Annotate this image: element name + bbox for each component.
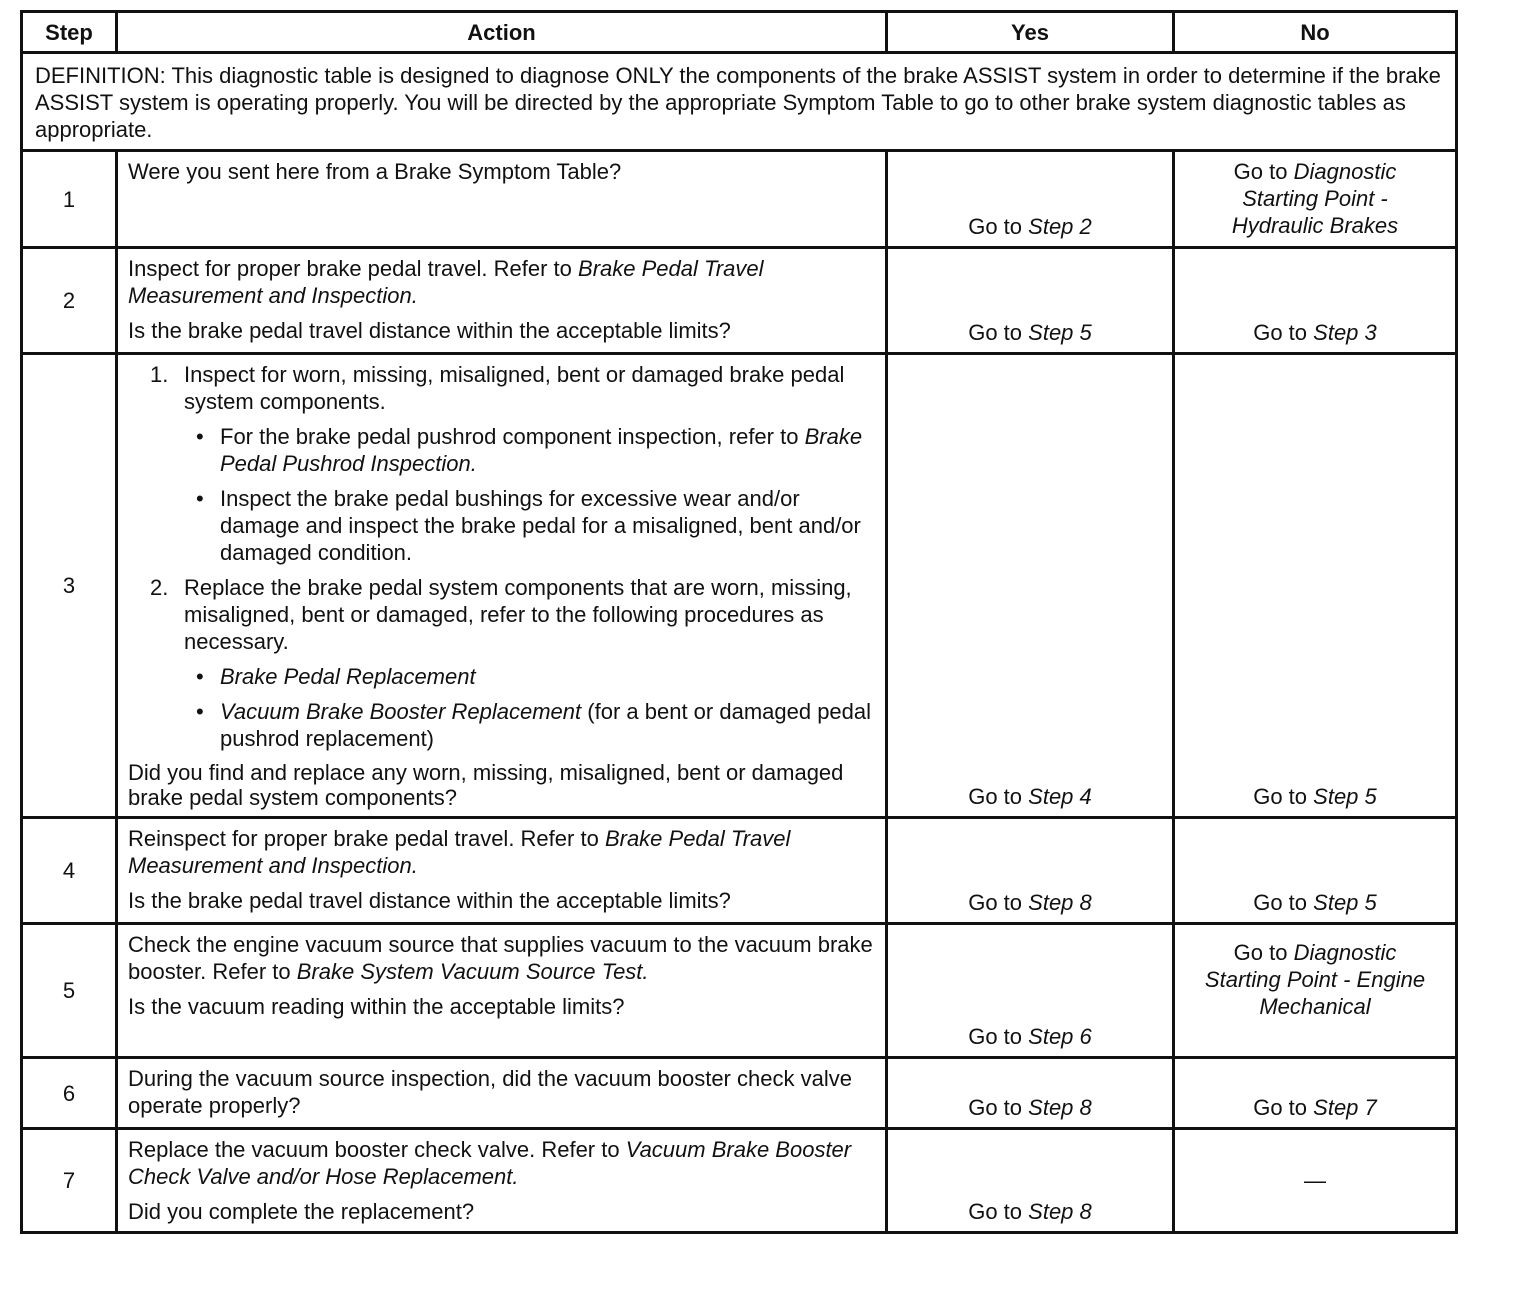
yes-cell [887, 924, 1174, 1058]
yes-cell [887, 1058, 1174, 1129]
step-number: 2 [22, 248, 117, 354]
yes-cell [887, 248, 1174, 354]
goto-step: Step 5 [1028, 320, 1092, 345]
yes-cell [887, 151, 1174, 248]
no-cell [1174, 1058, 1457, 1129]
bullet-list [184, 423, 875, 566]
goto-step: Step 2 [1028, 214, 1092, 239]
goto-step: Step 6 [1028, 1024, 1092, 1049]
goto-label: Go to [1233, 940, 1288, 965]
yes-cell [887, 354, 1174, 818]
list-item-text: Replace the brake pedal system components that are worn, missing, misaligned, bent or damaged, refer to the following procedures as necessary. [184, 575, 852, 654]
goto-ref: Starting Point - Engine [1204, 967, 1426, 992]
instruction-text [128, 931, 875, 985]
goto-label: Go to [968, 1095, 1023, 1120]
no-cell: — [1174, 1129, 1457, 1233]
yes-cell [887, 1129, 1174, 1233]
procedure-ref: Brake Pedal Pushrod Inspection. [220, 424, 863, 476]
procedure-list [128, 361, 875, 752]
instruction: Check the engine vacuum source that supplies vacuum to the vacuum brake booster. Refer to [128, 932, 873, 984]
goto-step: Step 8 [1028, 1095, 1092, 1120]
table-row [22, 1058, 1457, 1129]
table-row [22, 818, 1457, 924]
list-item-text: Inspect for worn, missing, misaligned, bent or damaged brake pedal system components. [184, 362, 845, 414]
procedure-ref: Vacuum Brake Booster Check Valve and/or Hose Replacement. [128, 1137, 852, 1189]
procedure-ref: Vacuum Brake Booster Replacement [220, 699, 582, 724]
goto-step: Step 8 [1028, 890, 1092, 915]
no-cell [1174, 248, 1457, 354]
goto-label: Go to [968, 320, 1023, 345]
question-text: Is the brake pedal travel distance within the acceptable limits? [128, 318, 731, 343]
goto-step: Step 4 [1028, 784, 1092, 809]
goto-ref: Diagnostic [1293, 159, 1397, 184]
question-text: Is the brake pedal travel distance within the acceptable limits? [128, 888, 731, 913]
header-action: Action [117, 12, 887, 53]
table-row [22, 1129, 1457, 1233]
list-item: • Inspect the brake pedal bushings for excessive wear and/or damage and inspect the brake pedal for a misaligned, bent and/or damaged condition. [196, 486, 861, 565]
goto-label: Go to [1233, 159, 1288, 184]
list-item-text: Inspect the brake pedal bushings for excessive wear and/or damage and inspect the brake pedal for a misaligned, bent and/or damaged condition. [220, 486, 861, 565]
list-item: • For the brake pedal pushrod component inspection, refer to Brake Pedal Pushrod Inspection. [196, 424, 863, 476]
table-row [22, 924, 1457, 1058]
instruction: Inspect for proper brake pedal travel. Refer to [128, 256, 572, 281]
goto-label: Go to [968, 784, 1023, 809]
no-cell [1174, 151, 1457, 248]
list-item-text: (for a bent or damaged pedal pushrod replacement) [220, 699, 872, 751]
no-cell [1174, 354, 1457, 818]
procedure-ref: Brake Pedal Travel Measurement and Inspection. [128, 826, 791, 878]
goto-ref: Diagnostic [1293, 940, 1397, 965]
goto-step: Step 5 [1313, 784, 1377, 809]
instruction: Reinspect for proper brake pedal travel. Refer to [128, 826, 599, 851]
question-text: Did you find and replace any worn, missing, misaligned, bent or damaged brake pedal system components? [128, 760, 844, 810]
no-cell [1174, 818, 1457, 924]
bullet-list [184, 663, 875, 752]
question-text: Is the vacuum reading within the acceptable limits? [128, 994, 625, 1019]
procedure-ref: Brake System Vacuum Source Test. [296, 959, 649, 984]
goto-step: Step 5 [1313, 890, 1377, 915]
action-cell [117, 924, 887, 1058]
goto-ref: Hydraulic Brakes [1231, 213, 1399, 238]
goto-label: Go to [1253, 320, 1308, 345]
procedure-ref: Brake Pedal Replacement [220, 664, 476, 689]
action-cell [117, 1058, 887, 1129]
list-item: • Vacuum Brake Booster Replacement (for a bent or damaged pedal pushrod replacement) [196, 699, 872, 751]
action-cell [117, 151, 887, 248]
list-item: • Brake Pedal Replacement [196, 664, 476, 689]
goto-label: Go to [968, 1024, 1023, 1049]
table-row [22, 151, 1457, 248]
list-item-text: For the brake pedal pushrod component inspection, refer to [220, 424, 799, 449]
question-text: Did you complete the replacement? [128, 1199, 475, 1224]
header-yes: Yes [887, 12, 1174, 53]
goto-label: Go to [968, 1199, 1023, 1224]
action-cell [117, 354, 887, 818]
step-number: 1 [22, 151, 117, 248]
header-no: No [1174, 12, 1457, 53]
goto-step: Step 7 [1313, 1095, 1377, 1120]
no-cell [1174, 924, 1457, 1058]
table-row [22, 248, 1457, 354]
list-item: 1. Inspect for worn, missing, misaligned, bent or damaged brake pedal system components. • For the brake pedal pushrod component inspection, refer to Brake Pedal Pushrod Inspection. • Inspect the brake pedal bushings for excessive wear and/or damage and inspect the brake pedal for a misaligned, bent and/or damaged condition. [128, 361, 875, 566]
diagnostic-table [20, 10, 1458, 1234]
goto-step: Step 8 [1028, 1199, 1092, 1224]
instruction-text [128, 255, 875, 309]
goto-label: Go to [1253, 1095, 1308, 1120]
goto-label: Go to [1253, 890, 1308, 915]
goto-label: Go to [1253, 784, 1308, 809]
action-cell [117, 818, 887, 924]
header-step: Step [22, 12, 117, 53]
goto-ref: Mechanical [1259, 994, 1371, 1019]
step-number: 3 [22, 354, 117, 818]
step-number: 7 [22, 1129, 117, 1233]
instruction-text [128, 825, 875, 879]
definition-text: DEFINITION: This diagnostic table is designed to diagnose ONLY the components of the brake ASSIST system in order to determine if the brake ASSIST system is operating properly. You will be directed by the appropriate Symptom Table to go to other brake system diagnostic tables as appropriate. [22, 53, 1457, 151]
goto-step: Step 3 [1313, 320, 1377, 345]
instruction: Replace the vacuum booster check valve. Refer to [128, 1137, 620, 1162]
instruction-text [128, 1136, 875, 1190]
yes-cell [887, 818, 1174, 924]
step-number: 4 [22, 818, 117, 924]
action-cell [117, 248, 887, 354]
question-text: During the vacuum source inspection, did the vacuum booster check valve operate properly? [128, 1066, 852, 1118]
step-number: 5 [22, 924, 117, 1058]
question-text: Were you sent here from a Brake Symptom Table? [128, 159, 622, 184]
header-row [22, 12, 1457, 53]
goto-ref: Starting Point - [1242, 186, 1388, 211]
action-cell [117, 1129, 887, 1233]
goto-label: Go to [968, 890, 1023, 915]
procedure-ref: Brake Pedal Travel Measurement and Inspection. [128, 256, 764, 308]
definition-row [22, 53, 1457, 151]
goto-label: Go to [968, 214, 1023, 239]
table-row [22, 354, 1457, 818]
step-number: 6 [22, 1058, 117, 1129]
list-item: 2. Replace the brake pedal system components that are worn, missing, misaligned, bent or damaged, refer to the following procedures as necessary. • Brake Pedal Replacement • Vacuum Brake Booster Replacement (for a bent or damaged pedal pushrod replacement) [128, 574, 875, 752]
